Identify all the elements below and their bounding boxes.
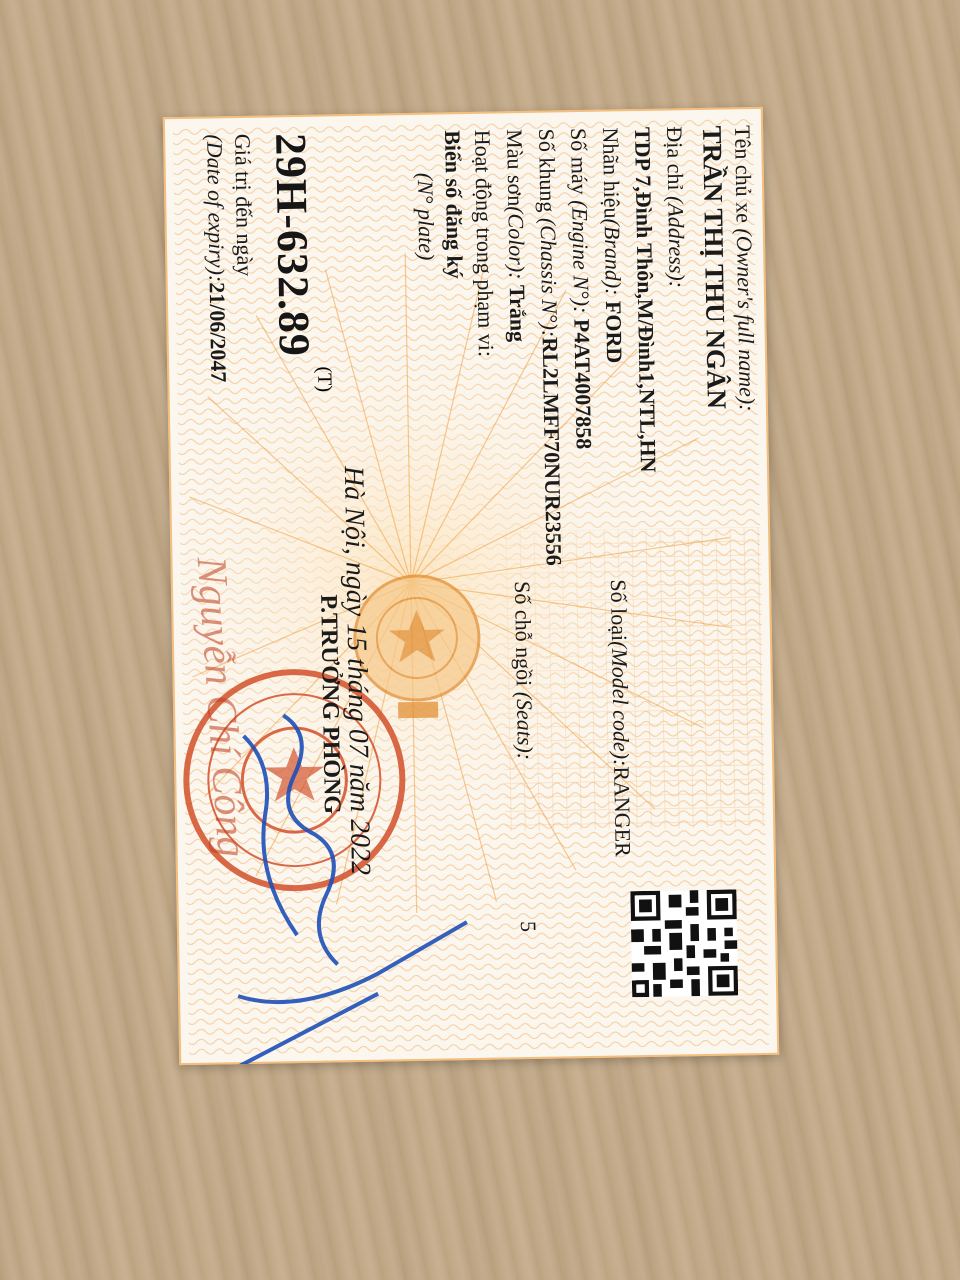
plate-tag: (T) <box>313 366 336 393</box>
engine-row: Số máy (Engine N°): P4AT4007858 <box>566 127 597 450</box>
brand-row: Nhãn hiệu(Brand): FORD <box>598 127 628 364</box>
qr-code-icon <box>630 889 738 997</box>
owner-name: TRẦN THỊ THU NGÂN <box>697 125 732 410</box>
seats-value: 5 <box>515 920 542 933</box>
seats-row: Số chỗ ngồi (Seats): <box>509 580 539 761</box>
address-label: Địa chỉ (Address): <box>662 126 690 289</box>
signer-title: P.TRƯỞNG PHÒNG <box>315 594 345 815</box>
issue-place-date: Hà Nội, ngày 15 tháng 07 năm 2022 <box>337 465 377 876</box>
card-text-layer <box>163 107 779 1065</box>
area-label: Hoạt động trong phạm vi: <box>470 129 500 358</box>
color-row: Màu sơn(Color): Trắng <box>502 128 531 343</box>
vehicle-registration-card <box>163 107 779 1065</box>
model-row: Số loại(Model code):RANGER <box>605 579 636 858</box>
address-value: TDP 7,Đình Thôn,M/Đình1,NTL,HN <box>630 126 662 473</box>
owner-label: Tên chủ xe (Owner's full name): <box>730 124 760 412</box>
chassis-row: Số khung (Chassis N°):RL2LMFF70NUR23556 <box>534 128 567 566</box>
plate-number: 29H-632.89 <box>266 132 319 358</box>
plate-label-en: (N° plate) <box>412 172 440 261</box>
expiry-row: (Date of expiry):21/06/2047 <box>202 134 232 383</box>
expiry-label: Giá trị đến ngày <box>230 133 258 277</box>
plate-label: Biển số đăng ký <box>440 130 468 280</box>
signer-name: Nguyễn Chí Công <box>187 555 255 859</box>
